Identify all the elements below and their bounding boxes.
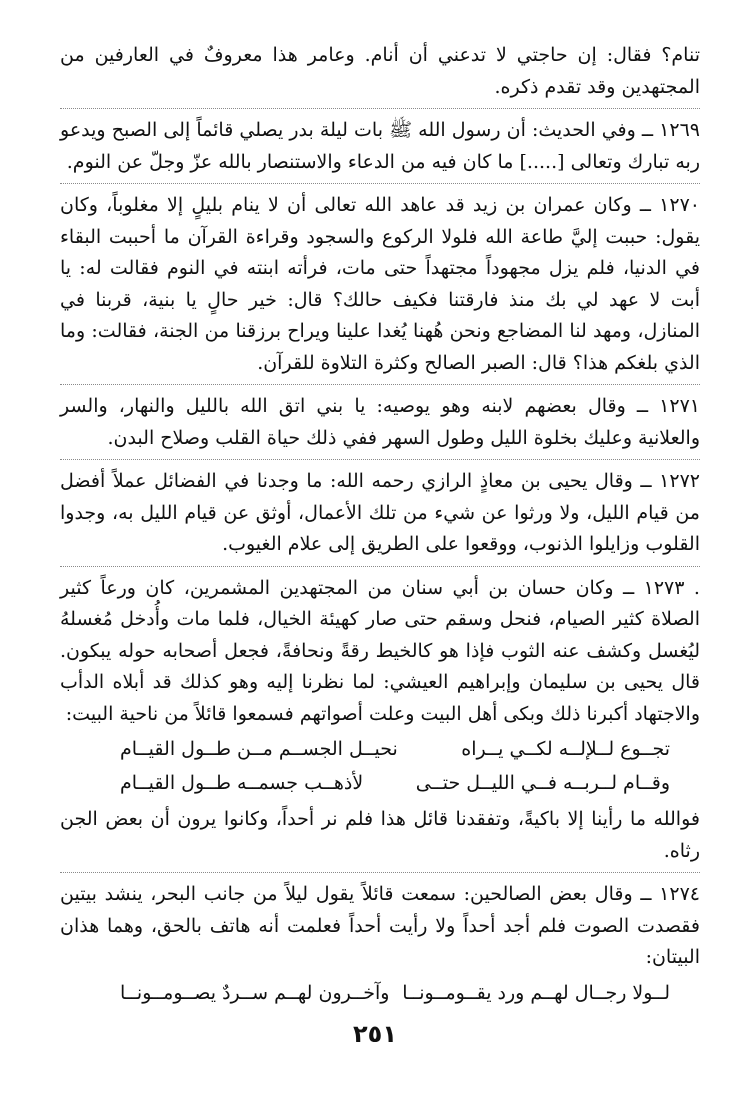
entry-1273: . ١٢٧٣ ــ وكان حسان بن أبي سنان من المجتهدين المشمرين، كان ورعاً كثير الصلاة كثير الصيام، فنحل وسقم حتى صار كهيئة الخيال، فلما مات وأُدخل مُغسلهُ ليُغسل وكشف عنه الثوب فإذا هو كالخيط رقةً ونحافةً، فجعل أصحابه حوله يبكون. قال يحيى بن سليمان وإبراهيم العيشي: لما نظرنا إليه وهو كذلك قد أبلاه الدأب والاجتهاد أكبرنا ذلك وبكى أهل البيت وعلت أصواتهم فسمعوا قائلاً من ناحية البيت: [60, 576, 700, 725]
verse-line [60, 732, 700, 766]
entry-1272: ١٢٧٢ ــ وقال يحيى بن معاذٍ الرازي رحمه الله: ما وجدنا في الفضائل عملاً أفضل من قيام الليل، ولا ورثوا عن شيء من تلك الأعمال، أوثق عن قيام الليل به، وجدوا القلوب وزايلوا الذنوب، ووقعوا على الطريق إلى علام الغيوب. [60, 470, 700, 555]
separator-dotted [60, 108, 700, 109]
verse-second-hemistich: لأذهــب جسمــه طــول القيــام [120, 772, 364, 794]
entry-1271: ١٢٧١ ــ وقال بعضهم لابنه وهو يوصيه: يا بني اتق الله بالليل والنهار، والسر والعلانية وعليك بخلوة الليل وطول السهر ففي ذلك حياة القلب وصلاح البدن. [60, 395, 700, 449]
verse-first-hemistich: تجــوع لــلإلــه لكــي يــراه [461, 738, 670, 760]
after-verses-paragraph: فوالله ما رأينا إلا باكيةً، وتفقدنا قائل هذا فلم نر أحداً، وكانوا يرون أن بعض الجن رثاه. [60, 808, 700, 862]
verse-line [60, 976, 700, 1010]
separator-dotted [60, 566, 700, 567]
entry-1269: ١٢٦٩ ــ وفي الحديث: أن رسول الله ﷺ بات ليلة بدر يصلي قائماً إلى الصبح ويدعو ربه تبارك وتعالى [.....] ما كان فيه من الدعاء والاستنصار بالله عزّ وجلّ عن النوم. [60, 119, 700, 173]
separator-dotted [60, 183, 700, 184]
entry-1274: ١٢٧٤ ــ وقال بعض الصالحين: سمعت قائلاً يقول ليلاً من جانب البحر، ينشد بيتين فقصدت الصوت فلم أجد أحداً ولا رأيت أحداً فعلمت أنه هاتف بالحق، وهما هذان البيتان: [60, 883, 700, 968]
page-number: ٢٥١ [353, 1020, 397, 1048]
verse-first-hemistich: وقــام لــربــه فــي الليــل حتــى [415, 772, 670, 794]
separator-dotted [60, 872, 700, 873]
separator-dotted [60, 384, 700, 385]
intro-paragraph: تنام؟ فقال: إن حاجتي لا تدعني أن أنام. وعامر هذا معروفٌ في العارفين من المجتهدين وقد تقدم ذكره. [60, 44, 700, 98]
verse-second-hemistich: نحيــل الجســم مــن طــول القيــام [120, 738, 398, 760]
poem-verses-1 [60, 732, 700, 800]
poem-verses-2 [60, 976, 700, 1010]
entry-1270: ١٢٧٠ ــ وكان عمران بن زيد قد عاهد الله تعالى أن لا ينام بليلٍ إلا مغلوباً، وكان يقول: حببت إليَّ طاعة الله فلولا الركوع والسجود وقراءة القرآن ما أحببت البقاء في الدنيا، فلم يزل مجهوداً مجتهداً حتى مات، فرأته ابنته في النوم فقالت له: يا أبت لا عهد لي بك منذ فارقتنا فكيف حالك؟ قال: خير حالٍ يا بنية، قربنا في المنازل، ومهد لنا المضاجع ونحن هُهنا يُغدا علينا ويراح برزقنا من الجنة، فقالت: وما الذي بلغكم هذا؟ قال: الصبر الصالح وكثرة التلاوة للقرآن. [60, 194, 700, 374]
verse-second-hemistich: وآخــرون لهــم ســردٌ يصــومــونــا [120, 981, 390, 1004]
separator-dotted [60, 459, 700, 460]
verse-line [60, 766, 700, 800]
verse-first-hemistich: لــولا رجــال لهــم ورد يقــومــونــا [402, 981, 670, 1004]
book-page [60, 40, 700, 1050]
